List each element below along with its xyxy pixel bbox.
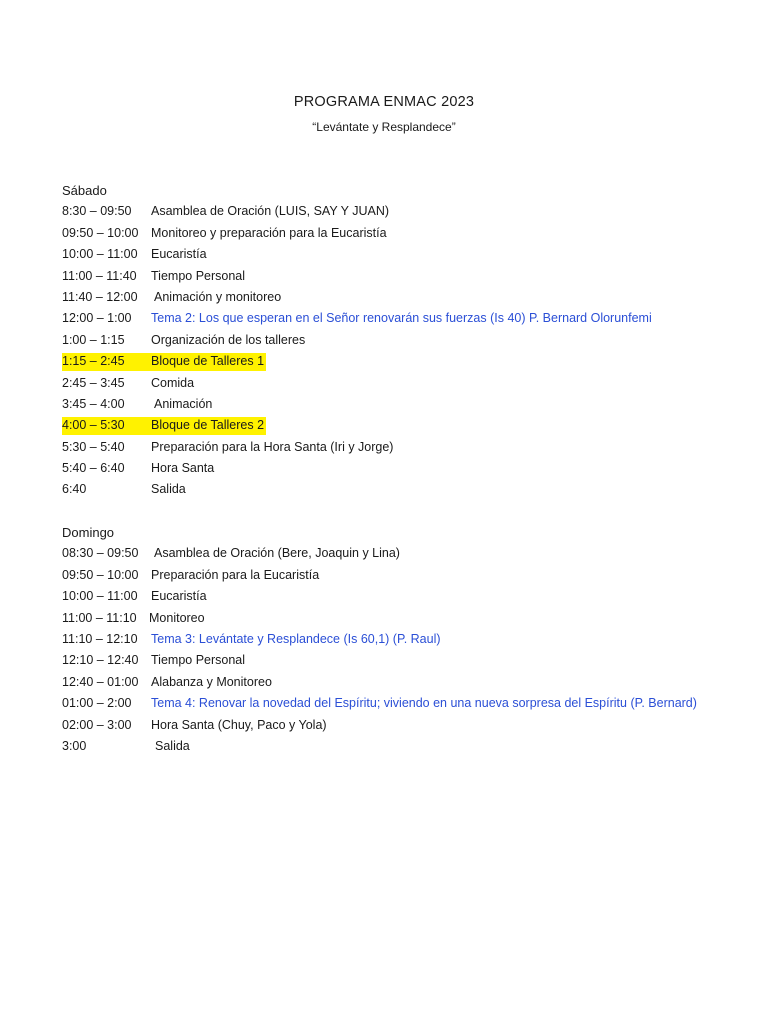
schedule-row — [62, 650, 752, 671]
schedule-time: 09:50 – 10:00 — [62, 567, 139, 582]
schedule-time: 01:00 – 2:00 — [62, 696, 132, 711]
schedule-time: 1:15 – 2:45 — [62, 354, 125, 369]
schedule-time: 5:40 – 6:40 — [62, 461, 125, 476]
schedule-activity: Bloque de Talleres 2 — [151, 418, 265, 433]
schedule-time: 12:10 – 12:40 — [62, 653, 139, 668]
schedule-time: 10:00 – 11:00 — [62, 247, 138, 262]
schedule-row — [62, 266, 752, 287]
schedule-time: 10:00 – 11:00 — [62, 589, 138, 604]
schedule-time: 3:45 – 4:00 — [62, 396, 125, 411]
schedule-activity: Asamblea de Oración (Bere, Joaquin y Lina) — [154, 546, 400, 561]
schedule-time: 09:50 – 10:00 — [62, 225, 139, 240]
schedule-activity: Monitoreo y preparación para la Eucaristía — [151, 225, 387, 240]
schedule-row — [62, 223, 752, 244]
schedule-row — [62, 394, 752, 415]
schedule-activity: Tiempo Personal — [151, 653, 246, 668]
schedule-row — [62, 308, 752, 329]
schedule-activity: Monitoreo — [149, 610, 205, 625]
schedule-row — [62, 565, 752, 586]
schedule-row — [62, 543, 752, 564]
schedule-time: 6:40 — [62, 482, 87, 497]
schedule-time: 4:00 – 5:30 — [62, 418, 125, 433]
schedule-activity: Alabanza y Monitoreo — [151, 674, 272, 689]
schedule-activity: Preparación para la Hora Santa (Iri y Jorge) — [151, 439, 394, 454]
schedule-time: 08:30 – 09:50 — [62, 546, 139, 561]
schedule-activity: Salida — [151, 482, 186, 497]
schedule-activity: Animación y monitoreo — [154, 289, 282, 304]
schedule-row — [62, 351, 752, 372]
schedule-row — [62, 330, 752, 351]
schedule-time: 5:30 – 5:40 — [62, 439, 125, 454]
schedule-row — [62, 244, 752, 265]
schedule-time: 12:00 – 1:00 — [62, 311, 132, 326]
schedule-row — [62, 608, 752, 629]
schedule-activity: Asamblea de Oración (LUIS, SAY Y JUAN) — [151, 204, 390, 219]
schedule-row — [62, 201, 752, 222]
schedule-activity: Bloque de Talleres 1 — [151, 354, 265, 369]
schedule-list-sabado — [62, 201, 752, 500]
schedule-row — [62, 479, 752, 500]
schedule-time: 2:45 – 3:45 — [62, 375, 125, 390]
schedule-row — [62, 458, 752, 479]
schedule-row — [62, 437, 752, 458]
schedule-time: 11:40 – 12:00 — [62, 289, 138, 304]
schedule-time: 1:00 – 1:15 — [62, 332, 125, 347]
schedule-row — [62, 586, 752, 607]
schedule-row — [62, 715, 752, 736]
schedule-row — [62, 736, 752, 757]
document-subtitle: “Levántate y Resplandece” — [312, 120, 456, 134]
schedule-activity: Hora Santa (Chuy, Paco y Yola) — [151, 717, 327, 732]
schedule-time: 02:00 – 3:00 — [62, 717, 132, 732]
schedule-activity: Hora Santa — [151, 461, 215, 476]
day-heading-domingo: Domingo — [62, 525, 115, 540]
schedule-activity: Organización de los talleres — [151, 332, 306, 347]
schedule-row — [62, 415, 752, 436]
schedule-row — [62, 672, 752, 693]
schedule-activity: Eucaristía — [151, 247, 207, 262]
schedule-activity: Comida — [151, 375, 195, 390]
schedule-time: 11:00 – 11:10 — [62, 610, 137, 625]
schedule-row — [62, 693, 752, 714]
schedule-time: 11:10 – 12:10 — [62, 631, 138, 646]
schedule-time: 3:00 — [62, 738, 87, 753]
schedule-activity: Preparación para la Eucaristía — [151, 567, 320, 582]
schedule-activity: Tiempo Personal — [151, 268, 246, 283]
schedule-time: 8:30 – 09:50 — [62, 204, 132, 219]
schedule-activity: Salida — [155, 738, 190, 753]
schedule-list-domingo — [62, 543, 752, 757]
schedule-activity: Animación — [154, 396, 213, 411]
schedule-row — [62, 373, 752, 394]
document-title: PROGRAMA ENMAC 2023 — [293, 94, 475, 110]
schedule-activity: Tema 2: Los que esperan en el Señor renovarán sus fuerzas (Is 40) P. Bernard Olorunfemi — [151, 311, 652, 326]
schedule-time: 12:40 – 01:00 — [62, 674, 139, 689]
schedule-row — [62, 287, 752, 308]
section-sabado — [62, 180, 752, 501]
section-domingo — [62, 522, 752, 757]
schedule-time: 11:00 – 11:40 — [62, 268, 137, 283]
schedule-row — [62, 629, 752, 650]
schedule-activity: Tema 4: Renovar la novedad del Espíritu; viviendo en una nueva sorpresa del Espíritu (P. Bernard) — [151, 696, 697, 711]
day-heading-sabado: Sábado — [62, 183, 107, 198]
schedule-activity: Eucaristía — [151, 589, 207, 604]
schedule-activity: Tema 3: Levántate y Resplandece (Is 60,1) (P. Raul) — [151, 631, 441, 646]
